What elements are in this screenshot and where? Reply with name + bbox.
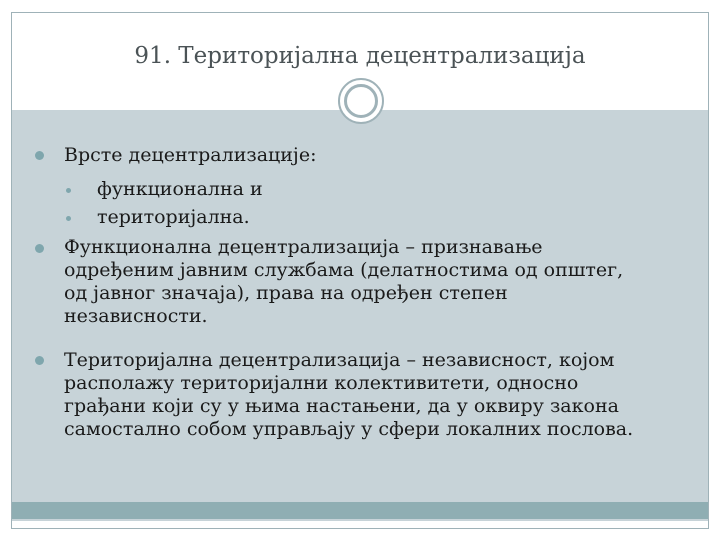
- text-line: од јавног значаја), права на одређен степен: [64, 282, 508, 304]
- sub-item-functional: функционална и: [97, 178, 263, 200]
- slide-title: 91. Територијална децентрализација: [134, 43, 586, 69]
- text-line: Функционална децентрализација – признавање: [64, 236, 543, 258]
- list-item-functional: [64, 236, 704, 328]
- bullet-icon: [35, 151, 44, 160]
- text-line: независности.: [64, 305, 208, 327]
- text-line: Територијална децентрализација – независност, којом: [64, 349, 615, 371]
- bullet-icon: [35, 244, 44, 253]
- text-line: самостално собом управљају у сфери локалних послова.: [64, 418, 634, 440]
- text-line: одређеним јавним службама (делатностима од општег,: [64, 259, 624, 281]
- ring-inner-icon: [344, 84, 378, 118]
- sub-bullet-icon: [66, 216, 71, 221]
- sub-item-territorial: територијална.: [97, 206, 250, 228]
- list-item-territorial: [64, 349, 704, 441]
- list-item-types: Врсте децентрализације:: [64, 144, 317, 166]
- footer-strip: [12, 519, 708, 521]
- bullet-icon: [35, 356, 44, 365]
- sub-bullet-icon: [66, 188, 71, 193]
- text-line: располажу територијални колективитети, односно: [64, 372, 579, 394]
- text-line: грађани који су у њима настањени, да у оквиру закона: [64, 395, 619, 417]
- bottom-band: [12, 502, 708, 519]
